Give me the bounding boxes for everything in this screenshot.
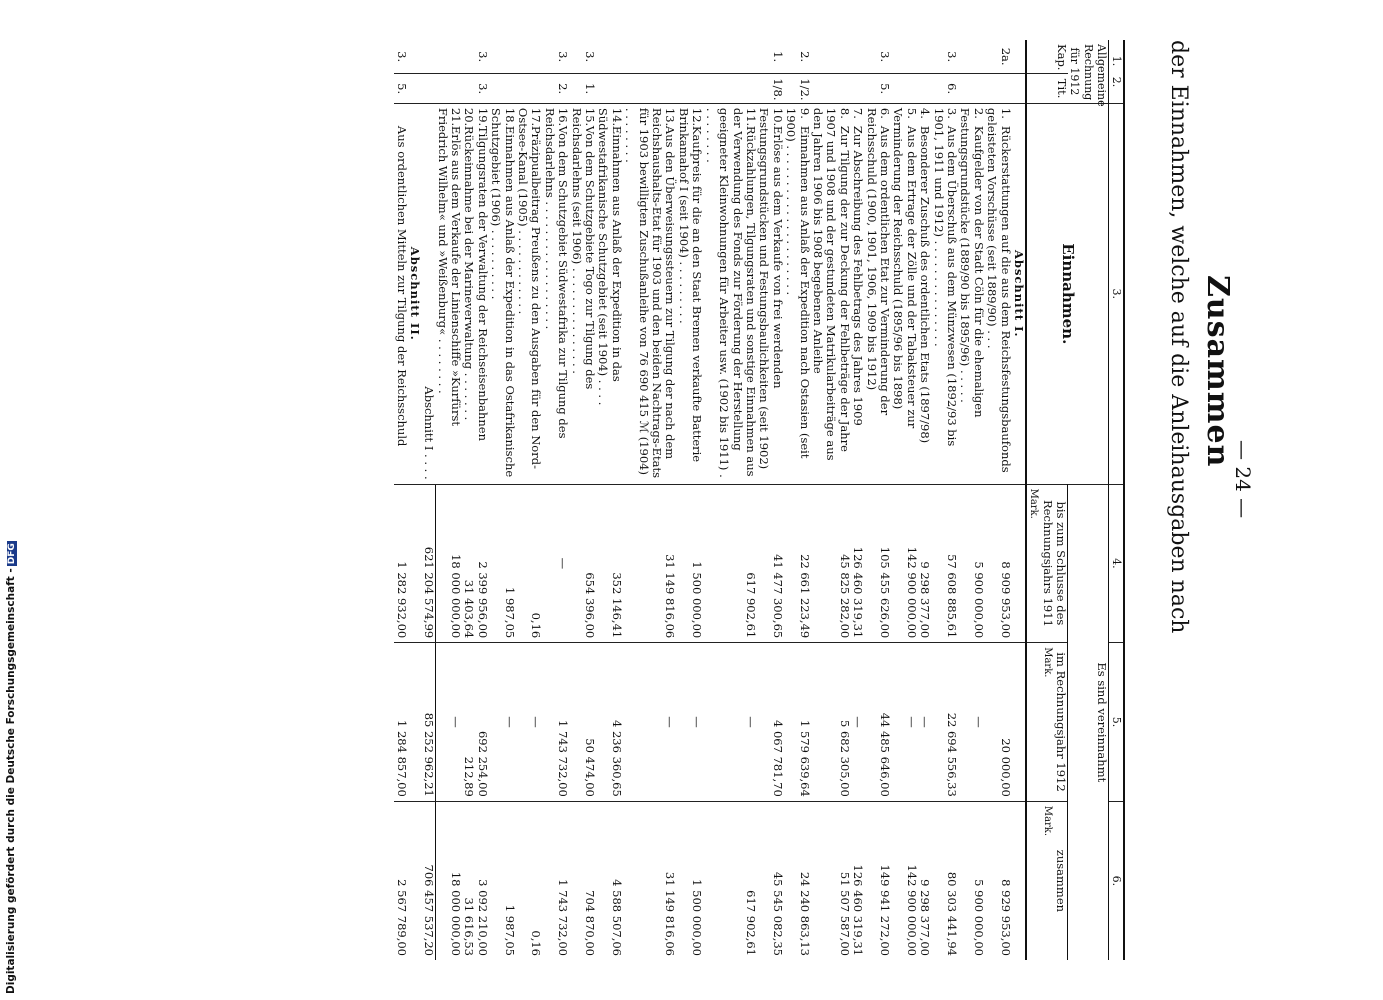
description-cell xyxy=(931,103,958,484)
value-v6-cell: 31 149 816,06 xyxy=(623,801,677,960)
row-text: Kaufpreis für die an den Staat Bremen verkaufte Batterie Brinkamahof I (seit 1904) . . . . . . . . . xyxy=(676,107,705,463)
table-row xyxy=(931,40,958,960)
row-number: 3. xyxy=(945,107,960,119)
row-number: 4. xyxy=(918,107,933,119)
table-row xyxy=(489,40,516,960)
row-number: 10. xyxy=(770,107,785,127)
page-number: — 24 — xyxy=(1231,440,1255,519)
value-v5-cell: 1 743 732,00 xyxy=(542,643,569,802)
tit-cell xyxy=(596,74,623,104)
value-v4-cell: 45 825 282,00 xyxy=(811,484,851,643)
kap-cell xyxy=(958,40,985,74)
value-v6-cell: 149 941 272,00 xyxy=(864,801,891,960)
value-v6-cell: 1 743 732,00 xyxy=(542,801,569,960)
kap-cell xyxy=(623,40,677,74)
value-v6-cell: 1 987,05 xyxy=(489,801,516,960)
value-v5-cell: 1 579 639,64 xyxy=(784,643,811,802)
value-v4-cell: — xyxy=(542,484,569,643)
sum-v6: 706 457 537,20 xyxy=(421,801,435,960)
value-v5-cell: 22 694 556,33 xyxy=(931,643,958,802)
table-row xyxy=(462,40,475,960)
value-v5-cell: — xyxy=(851,643,864,802)
row-number: 20. xyxy=(462,107,477,127)
table-row xyxy=(677,40,704,960)
value-v6-cell: 142 900 000,00 xyxy=(891,801,918,960)
tit-cell: 5. xyxy=(394,74,407,104)
value-v5-cell: — xyxy=(435,643,462,802)
table-row xyxy=(475,40,488,960)
row-number: 18. xyxy=(502,107,517,127)
value-v4-cell: 654 396,00 xyxy=(569,484,596,643)
description-cell xyxy=(811,103,851,484)
row-text: Erlös aus dem Verkaufe der Linienschiffe »Kurfürst Friedrich Wilhelm« und »Weißenburg« . . . . . . . . xyxy=(435,107,463,426)
row-text: Aus dem Ertrage der Zölle und der Tabaksteuer zur Verminderung der Reichsschuld (1895/96 bis 1898) xyxy=(891,107,919,429)
row-number: 9. xyxy=(797,107,812,119)
value-v5-cell: — xyxy=(891,643,918,802)
kap-cell: 3. xyxy=(556,51,571,63)
value-v5-cell: — xyxy=(516,643,543,802)
value-v5-cell: 5 682 305,00 xyxy=(811,643,851,802)
row-text: Erlöse aus dem Verkaufe von frei werdenden Festungsgrundstücken und Festungsbaulichkeiten (seit 1902) xyxy=(757,107,785,470)
row-number: 14. xyxy=(609,107,624,127)
value-v4-cell: 617 902,61 xyxy=(703,484,757,643)
description-cell xyxy=(516,103,543,484)
kap-cell xyxy=(811,40,851,74)
tit-cell xyxy=(811,74,851,104)
row-number: 5. xyxy=(904,107,919,119)
description-cell xyxy=(542,103,569,484)
table-row xyxy=(864,40,891,960)
value-v6-cell: 2 567 789,00 xyxy=(394,801,407,960)
colnum-6: 6. xyxy=(1109,801,1125,960)
table-row xyxy=(516,40,543,960)
table-row xyxy=(435,40,462,960)
sum-tit xyxy=(421,74,435,104)
tit-cell xyxy=(435,74,462,104)
value-v5-cell: 50 474,00 xyxy=(569,643,596,802)
description-cell xyxy=(462,103,475,484)
row-number: 6. xyxy=(878,107,892,119)
description-cell xyxy=(958,103,985,484)
tit-cell xyxy=(516,74,543,104)
value-v5-cell: — xyxy=(958,643,985,802)
value-v5-cell: 4 067 781,70 xyxy=(757,643,784,802)
description-cell xyxy=(891,103,918,484)
row-text: Von dem Schutzgebiete Togo zur Tilgung des Reichsdarlehns (seit 1906) . . . . . . . . . . . . . . . xyxy=(569,107,598,390)
value-v5-cell: — xyxy=(677,643,704,802)
row-text: Tilgungsraten der Verwaltung der Reichseisenbahnen xyxy=(475,125,490,441)
sum-v4: 621 204 574,99 xyxy=(421,484,435,643)
kap-cell: 1. xyxy=(770,51,785,63)
table-row xyxy=(623,40,677,960)
kap-cell xyxy=(703,40,757,74)
value-v6-cell: 1 500 000,00 xyxy=(677,801,704,960)
table-row xyxy=(985,40,1012,960)
value-v4-cell: 105 455 626,00 xyxy=(864,484,891,643)
value-v6-cell: 704 870,00 xyxy=(569,801,596,960)
tit-cell: 1/2. xyxy=(784,74,811,104)
colnum-5: 5. xyxy=(1109,643,1125,802)
value-v4-cell: 2 399 956,00 xyxy=(475,484,488,643)
value-v4-cell: 1 282 932,00 xyxy=(394,484,407,643)
tit-cell xyxy=(489,74,516,104)
table-row xyxy=(918,40,931,960)
header-einnahmen: Einnahmen. xyxy=(1026,103,1108,484)
value-v5-cell: — xyxy=(623,643,677,802)
row-number: 1. xyxy=(998,107,1013,119)
colnum-4: 4. xyxy=(1109,484,1125,643)
unit-col4: Mark. xyxy=(1028,488,1040,519)
description-cell xyxy=(394,103,407,484)
section1-body xyxy=(421,40,1026,960)
kap-cell: 3. xyxy=(583,51,598,63)
row-number: 13. xyxy=(663,107,678,127)
kap-cell xyxy=(596,40,623,74)
header-col5: im Rechnungsjahr 1912 Mark. xyxy=(1026,643,1068,802)
value-v6-cell: 24 240 863,13 xyxy=(784,801,811,960)
kap-cell xyxy=(918,40,931,74)
description-cell xyxy=(864,103,891,484)
row-text: Zur Tilgung der zur Deckung der Fehlbeträge der Jahre 1907 und 1908 und der gestundeten Matrikularbeiträge aus den Jahren 1906 bis 1908 begebenen Anleihe xyxy=(810,107,852,461)
footer-text: Digitalisierung gefördert durch die Deutsche Forschungsgemeinschaft - xyxy=(5,568,17,994)
table-row xyxy=(569,40,596,960)
row-text: Rückerstattungen auf die aus dem Reichsfestungsbaufonds geleisteten Vorschüsse (seit 1889/90) . . . xyxy=(985,107,1013,473)
tit-cell xyxy=(958,74,985,104)
column-number-row xyxy=(1109,40,1125,960)
kap-cell xyxy=(462,40,475,74)
sum-v5: 85 252 962,21 xyxy=(421,643,435,802)
value-v5-cell: — xyxy=(703,643,757,802)
colnum-1: 1. 2. xyxy=(1109,40,1125,103)
dfg-logo: DFG xyxy=(7,543,17,565)
value-v4-cell: 352 146,41 xyxy=(596,484,623,643)
tit-cell: 1. xyxy=(569,74,596,104)
description-cell xyxy=(985,103,1012,484)
value-v5-cell: 212,89 xyxy=(462,643,475,802)
row-text: Präzipualbeitrag Preußens zu den Ausgaben für den Nord-Ostsee-Kanal (1905) . . . . . . . . . . . . xyxy=(516,107,544,469)
value-v6-cell: 126 460 319,31 xyxy=(851,801,864,960)
header-tit: Tit. xyxy=(1026,74,1068,104)
value-v6-cell: 0,16 xyxy=(516,801,543,960)
value-v4-cell: 1 500 000,00 xyxy=(677,484,704,643)
kap-cell xyxy=(516,40,543,74)
description-cell xyxy=(757,103,784,484)
tit-cell xyxy=(677,74,704,104)
tit-cell: 1/8. xyxy=(757,74,784,104)
value-v6-cell: 51 507 587,00 xyxy=(811,801,851,960)
value-v5-cell: — xyxy=(918,643,931,802)
description-cell xyxy=(489,103,516,484)
sum-label: Abschnitt I . . . . xyxy=(421,103,435,484)
value-v6-cell: 617 902,61 xyxy=(703,801,757,960)
value-v4-cell: 5 900 000,00 xyxy=(958,484,985,643)
value-v4-cell: 22 661 223,49 xyxy=(784,484,811,643)
description-cell xyxy=(851,103,864,484)
value-v6-cell: 5 900 000,00 xyxy=(958,801,985,960)
table-row xyxy=(596,40,623,960)
value-v4-cell: 18 000 000,00 xyxy=(435,484,462,643)
row-number: 17. xyxy=(529,107,544,127)
row-text: Einnahmen aus Anlaß der Expedition nach Ostasien (seit 1900) . . . . . . . . . . . . . . . . . . . . . xyxy=(784,107,812,459)
sum-row-section1 xyxy=(421,40,435,960)
section2-body xyxy=(394,40,421,960)
value-v4-cell: 126 460 319,31 xyxy=(851,484,864,643)
section1-title: Abschnitt I. xyxy=(1012,103,1026,484)
row-text: Aus ordentlichen Mitteln zur Tilgung der Reichsschuld xyxy=(394,125,409,447)
tit-cell: 3. xyxy=(475,74,488,104)
row-number: 12. xyxy=(690,107,705,127)
description-cell xyxy=(784,103,811,484)
row-text: Aus dem Überschuß aus dem Münzwesen (1892/93 bis 1901, 1911 und 1912) . . . . . . . . . . . . . . . xyxy=(931,107,960,447)
table-row xyxy=(542,40,569,960)
header-es-sind-vereinnahmt: Es sind vereinnahmt xyxy=(1068,484,1109,960)
table-row xyxy=(891,40,918,960)
tit-cell xyxy=(985,74,1012,104)
table-row xyxy=(958,40,985,960)
description-cell xyxy=(435,103,462,484)
section1-title-row xyxy=(1012,40,1026,960)
row-number: 11. xyxy=(743,107,758,127)
kap-cell xyxy=(677,40,704,74)
tit-cell: 2. xyxy=(542,74,569,104)
value-v6-cell: 80 303 441,94 xyxy=(931,801,958,960)
value-v5-cell: — xyxy=(489,643,516,802)
header-allgemeine-rechnung: Allgemeine Rechnung für 1912 xyxy=(1068,44,1108,107)
tit-cell xyxy=(462,74,475,104)
tit-cell xyxy=(851,74,864,104)
value-v6-cell: 31 616,53 xyxy=(462,801,475,960)
description-cell xyxy=(918,103,931,484)
unit-col5: Mark. xyxy=(1041,647,1053,678)
row-text: Von dem Schutzgebiet Südwestafrika zur Tilgung des Reichsdarlehns . . . . . . . . . . . . . . . . . . xyxy=(542,107,571,439)
row-text: Besonderer Zuschuß des ordentlichen Etats (1897/98) xyxy=(918,125,933,444)
digitization-footer xyxy=(3,543,23,996)
kap-cell xyxy=(489,40,516,74)
heading-text: Zusammen xyxy=(1200,275,1235,468)
header-kap: Kap. xyxy=(1026,40,1068,74)
value-v6-cell: 18 000 000,00 xyxy=(435,801,462,960)
tit-cell xyxy=(703,74,757,104)
row-number: 2. xyxy=(971,107,986,119)
value-v5-cell: 1 284 857,00 xyxy=(394,643,407,802)
value-v5-cell: 20 000,00 xyxy=(985,643,1012,802)
row-number: 21. xyxy=(449,107,463,127)
kap-cell: 2. xyxy=(797,51,812,63)
colnum-3: 3. xyxy=(1109,103,1125,484)
value-v4-cell: 31 403,64 xyxy=(462,484,475,643)
value-v4-cell: 9 298 377,00 xyxy=(918,484,931,643)
row-text: Aus dem ordentlichen Etat zur Verminderung der Reichsschuld (1900, 1901, 1906, 1909 bis 1912) xyxy=(864,107,892,416)
value-v6-cell: 9 298 377,00 xyxy=(918,801,931,960)
header-col4: bis zum Schlusse des Rechnungsjahrs 1911 Mark. xyxy=(1026,484,1068,643)
row-text: Einnahmen aus Anlaß der Expedition in das Ostafrikanische Schutzgebiet (1906) . . . . . . . . . . xyxy=(489,107,517,478)
row-text: Kaufgelder von der Stadt Cöln für die ehemaligen Festungsgrundstücke (1889/90 bis 1895/96) . . . . . xyxy=(958,107,986,418)
tit-cell: 5. xyxy=(864,74,891,104)
kap-cell: 3. xyxy=(945,51,960,63)
row-text: Rückeinnahme bei der Marineverwaltung . . . . . . . xyxy=(462,125,477,421)
tit-cell: 6. xyxy=(931,74,958,104)
value-v5-cell: 44 485 646,00 xyxy=(864,643,891,802)
rotated-page xyxy=(125,40,1255,960)
table-row xyxy=(811,40,851,960)
value-v5-cell: 692 254,00 xyxy=(475,643,488,802)
row-number: 19. xyxy=(475,107,490,127)
value-v4-cell: 31 149 816,06 xyxy=(623,484,677,643)
kap-cell: 2a. xyxy=(998,47,1013,66)
description-cell xyxy=(703,103,757,484)
value-v6-cell: 3 092 210,00 xyxy=(475,801,488,960)
subheading-text: der Einnahmen, welche auf die Anleihausgaben nach xyxy=(1166,40,1191,634)
row-text: Rückzahlungen, Tilgungsraten und sonstige Einnahmen aus der Verwendung des Fonds zur Förderung der Herstellung geeigneter Kleinwohnungen für Arbeiter usw. (1902 bis 1911) . . . . . . . . . xyxy=(703,107,758,478)
kap-cell xyxy=(891,40,918,74)
kap-cell: 3. xyxy=(878,51,892,63)
table-row xyxy=(851,40,864,960)
header-row-1 xyxy=(1068,40,1109,960)
row-text: Einnahmen aus Anlaß der Expedition in das Südwestafrikanische Schutzgebiet (seit 1904) . . . . xyxy=(596,107,624,406)
description-cell xyxy=(623,103,677,484)
page-heading xyxy=(1195,40,1235,960)
value-v4-cell: 142 900 000,00 xyxy=(891,484,918,643)
header-col6: zusammen Mark. xyxy=(1026,801,1068,960)
tit-cell xyxy=(623,74,677,104)
description-cell xyxy=(596,103,623,484)
value-v6-cell: 45 545 082,35 xyxy=(757,801,784,960)
description-cell xyxy=(677,103,704,484)
value-v4-cell: 41 477 300,65 xyxy=(757,484,784,643)
value-v6-cell: 4 588 507,06 xyxy=(596,801,623,960)
tit-cell xyxy=(891,74,918,104)
sum-kap xyxy=(421,40,435,74)
table-row xyxy=(703,40,757,960)
value-v4-cell: 1 987,05 xyxy=(489,484,516,643)
row-number: 8. xyxy=(837,107,852,119)
kap-cell: 3. xyxy=(394,51,409,63)
value-v4-cell: 8 909 953,00 xyxy=(985,484,1012,643)
table-row xyxy=(394,40,407,960)
table-row xyxy=(757,40,784,960)
row-text: Zur Abschreibung des Fehlbetrags des Jahres 1909 xyxy=(851,125,866,426)
row-number: 7. xyxy=(851,107,866,119)
description-cell xyxy=(475,103,488,484)
table-row xyxy=(784,40,811,960)
value-v4-cell: 0,16 xyxy=(516,484,543,643)
kap-cell: 3. xyxy=(475,51,490,63)
value-v6-cell: 8 929 953,00 xyxy=(985,801,1012,960)
kap-cell xyxy=(851,40,864,74)
value-v5-cell: 4 236 360,65 xyxy=(596,643,623,802)
revenue-table xyxy=(394,40,1125,960)
unit-col6: Mark. xyxy=(1041,805,1053,837)
tit-cell xyxy=(918,74,931,104)
value-v4-cell: 57 608 885,61 xyxy=(931,484,958,643)
section2-title-row xyxy=(408,40,421,960)
description-cell xyxy=(569,103,596,484)
row-number: 15. xyxy=(583,107,598,127)
section2-title: Abschnitt II. xyxy=(408,103,421,484)
row-text: Aus den Überweisungssteuern zur Tilgung der nach dem Reichshaushalts-Etat für 1903 und den beiden Nachtrags-Etats für 1903 bewilligten Zuschußanleihe von 76 690 415 ℳ (1904) . . . . . . . . xyxy=(623,107,678,479)
kap-cell xyxy=(435,40,462,74)
row-number: 16. xyxy=(556,107,571,127)
